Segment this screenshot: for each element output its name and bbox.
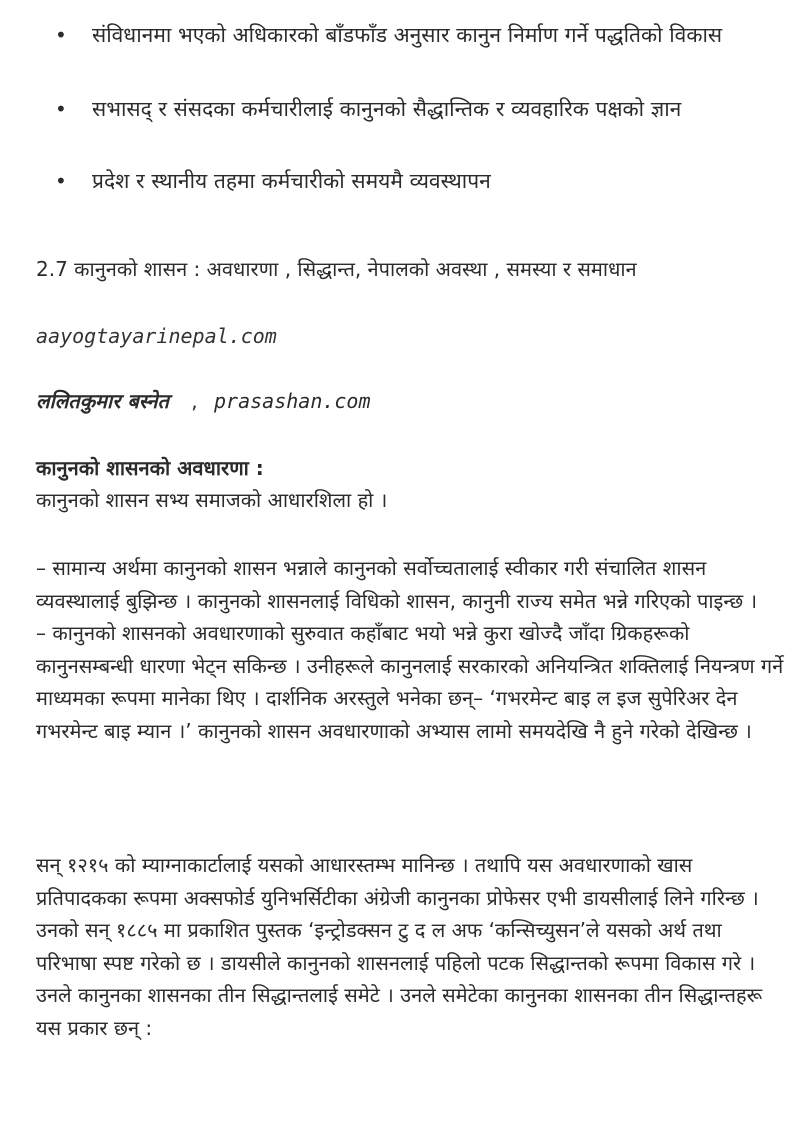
intro-text: कानुनको शासन सभ्य समाजको आधारशिला हो । — [36, 488, 388, 512]
paragraph-group-a — [36, 552, 784, 747]
bullet-text: सभासद् र संसदका कर्मचारीलाई कानुनको सैद्धान्तिक र व्यवहारिक पक्षको ज्ञान — [92, 97, 682, 121]
bullet-icon: • — [55, 169, 67, 193]
bullet-icon: • — [55, 23, 67, 47]
bullet-item — [0, 92, 800, 126]
author-line — [36, 384, 371, 418]
source-site: aayogtayarinepal.com — [36, 324, 277, 348]
author-name: ललितकुमार बस्नेत — [36, 389, 169, 413]
author-site: prasashan.com — [213, 389, 371, 413]
bullet-text: प्रदेश र स्थानीय तहमा कर्मचारीको समयमै व्यवस्थापन — [92, 169, 491, 193]
author-separator: , — [191, 389, 198, 413]
paragraph: – कानुनको शासनको अवधारणाको सुरुवात कहाँबाट भयो भन्ने कुरा खोज्दै जाँदा ग्रिकहरूको कानुनसम्बन्धी धारणा भेट्न सकिन्छ । उनीहरूले कानुनलाई सरकारको अनियन्त्रित शक्तिलाई नियन्त्रण गर्ने माध्यमका रूपमा मानेका थिए । दार्शनिक अरस्तुले भनेका छन्– ‘गभरमेन्ट बाइ ल इज सुपेरिअर देन गभरमेन्ट बाइ म्यान ।’ कानुनको शासन अवधारणाको अभ्यास लामो समयदेखि नै हुने गरेको देखिन्छ । — [36, 621, 784, 743]
paragraph: सन् १२१५ को म्याग्नाकार्टालाई यसको आधारस्तम्भ मानिन्छ । तथापि यस अवधारणाको खास प्रतिपादकका रूपमा अक्सफोर्ड युनिभर्सिटीका अंग्रेजी कानुनका प्रोफेसर एभी डायसीलाई लिने गरिन्छ । उनको सन् १८८५ मा प्रकाशित पुस्तक ‘इन्ट्रोडक्सन टु द ल अफ ‘कन्सिच्युसन’ले यसको अर्थ तथा परिभाषा स्पष्ट गरेको छ । डायसीले कानुनको शासनलाई पहिलो पटक सिद्धान्तको रूपमा विकास गरे । उनले कानुनका शासनका तीन सिद्धान्तलाई समेटे । उनले समेटेका कानुनका शासनका तीन सिद्धान्तहरू यस प्रकार छन् : — [36, 853, 763, 1040]
bullet-icon: • — [55, 97, 67, 121]
bullet-text: संविधानमा भएको अधिकारको बाँडफाँड अनुसार कानुन निर्माण गर्ने पद्धतिको विकास — [92, 23, 723, 47]
section-heading: 2.7 कानुनको शासन : अवधारणा , सिद्धान्त, नेपालको अवस्था , समस्या र समाधान — [36, 257, 637, 281]
paragraph: – सामान्य अर्थमा कानुनको शासन भन्नाले कानुनको सर्वोच्चतालाई स्वीकार गरी संचालित शासन व्यवस्थालाई बुझिन्छ । कानुनको शासनलाई विधिको शासन, कानुनी राज्य समेत भन्ने गरिएको पाइन्छ । — [36, 556, 758, 613]
concept-title: कानुनको शासनको अवधारणा : — [36, 456, 264, 480]
bullet-item — [0, 18, 800, 52]
bullet-list — [0, 18, 800, 198]
bullet-item — [0, 164, 800, 198]
